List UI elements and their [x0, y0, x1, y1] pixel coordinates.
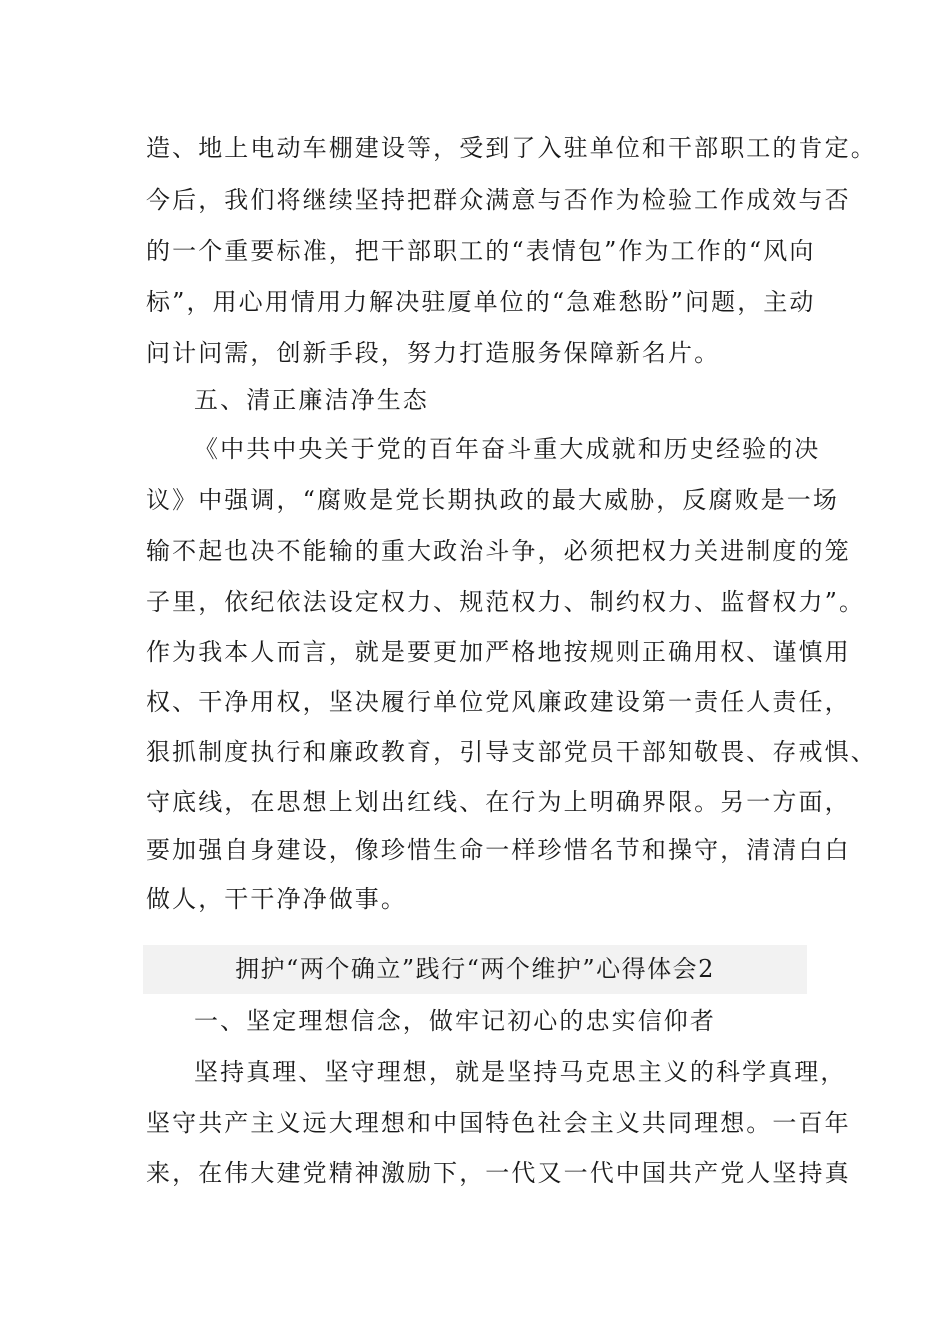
article-title: 拥护“两个确立”践行“两个维护”心得体会2 — [235, 955, 715, 983]
body-line: 守底线，在思想上划出红线、在行为上明确界限。另一方面， — [146, 788, 851, 816]
body-line: 问计问需，创新手段，努力打造服务保障新名片。 — [146, 339, 721, 367]
body-line: 权、干净用权，坚决履行单位党风廉政建设第一责任人责任， — [146, 688, 851, 716]
body-line: 作为我本人而言，就是要更加严格地按规则正确用权、谨慎用 — [146, 638, 851, 666]
section-heading: 一、坚定理想信念，做牢记初心的忠实信仰者 — [194, 1007, 716, 1035]
body-line: 今后，我们将继续坚持把群众满意与否作为检验工作成效与否 — [146, 186, 851, 214]
body-line: 标”，用心用情用力解决驻厦单位的“急难愁盼”问题，主动 — [146, 288, 816, 316]
body-line: 要加强自身建设，像珍惜生命一样珍惜名节和操守，清清白白 — [146, 836, 851, 864]
body-line: 的一个重要标准，把干部职工的“表情包”作为工作的“风向 — [146, 237, 816, 265]
body-line: 狠抓制度执行和廉政教育，引导支部党员干部知敬畏、存戒惧、 — [146, 738, 877, 766]
body-line: 做人，干干净净做事。 — [146, 885, 407, 913]
body-line: 坚持真理、坚守理想，就是坚持马克思主义的科学真理， — [194, 1058, 847, 1086]
section-heading: 五、清正廉洁净生态 — [194, 386, 429, 414]
body-line: 输不起也决不能输的重大政治斗争，必须把权力关进制度的笼 — [146, 537, 851, 565]
body-line: 子里，依纪依法设定权力、规范权力、制约权力、监督权力”。 — [146, 588, 866, 616]
body-line: 议》中强调，“腐败是党长期执政的最大威胁，反腐败是一场 — [146, 486, 839, 514]
body-line: 坚守共产主义远大理想和中国特色社会主义共同理想。一百年 — [146, 1109, 851, 1137]
body-line: 造、地上电动车棚建设等，受到了入驻单位和干部职工的肯定。 — [146, 134, 877, 162]
article-title-band — [143, 945, 807, 994]
body-line: 来，在伟大建党精神激励下，一代又一代中国共产党人坚持真 — [146, 1159, 851, 1187]
body-line: 《中共中央关于党的百年奋斗重大成就和历史经验的决 — [194, 435, 821, 463]
